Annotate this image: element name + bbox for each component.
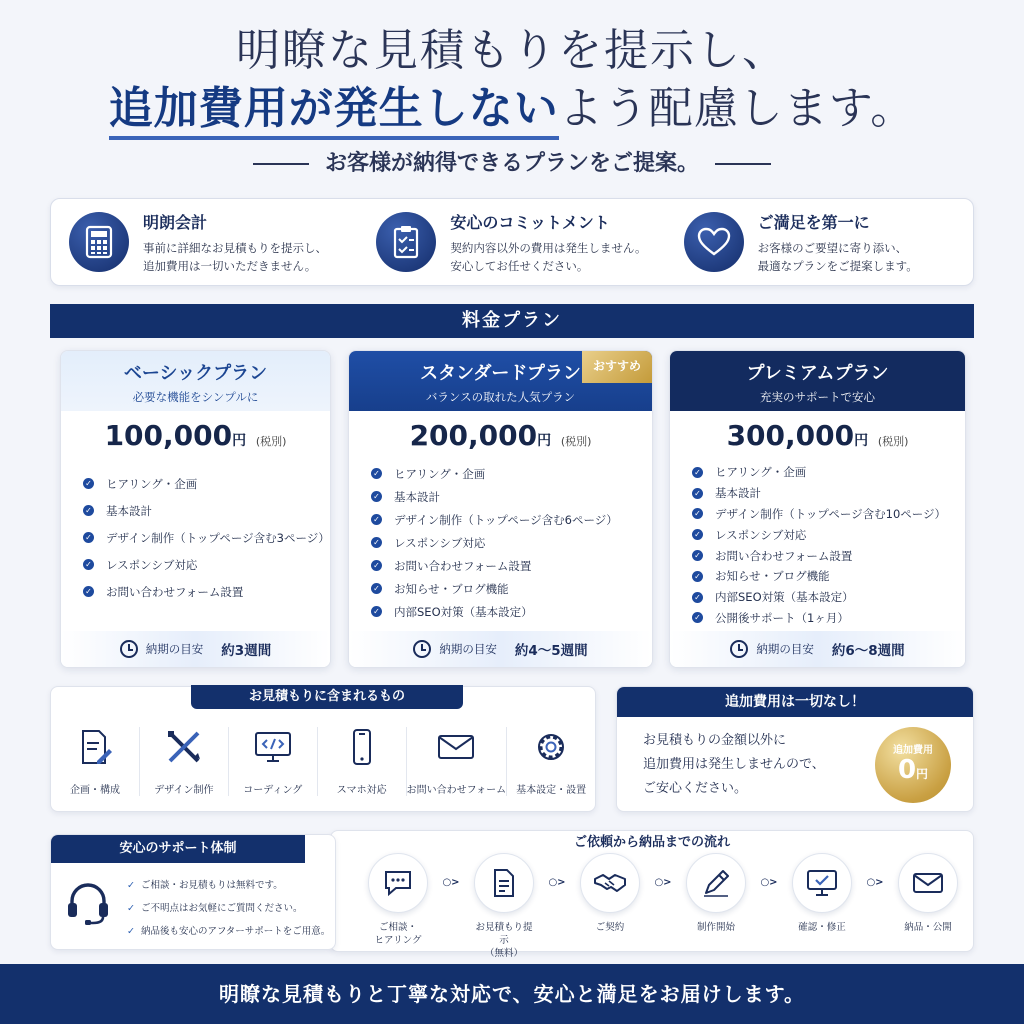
feature-desc-line1: 契約内容以外の費用は発生しません。 <box>450 240 647 255</box>
list-item <box>127 877 330 891</box>
list-item <box>371 531 652 554</box>
calculator-icon <box>69 212 129 272</box>
feature-panel <box>50 198 974 286</box>
plan-tagline: 充実のサポートで安心 <box>760 390 875 404</box>
list-item-text: レスポンシブ対応 <box>106 557 198 572</box>
included-label: コーディング <box>243 785 303 796</box>
list-item <box>83 551 330 578</box>
list-item-text: お問い合わせフォーム設置 <box>394 558 532 573</box>
flow-arrow: ○> <box>866 877 884 888</box>
check-icon: ✓ <box>692 529 703 540</box>
plan-name: ベーシックプラン <box>123 363 268 384</box>
included-label: スマホ対応 <box>336 785 387 796</box>
price-value: 200,000 <box>409 419 538 452</box>
list-item <box>692 545 965 566</box>
check-icon: ✓ <box>127 926 135 937</box>
check-icon: ✓ <box>83 532 94 543</box>
step-label-line: ご相談・ <box>378 922 417 933</box>
plan-header <box>61 351 330 411</box>
check-icon: ✓ <box>692 571 703 582</box>
check-icon: ✓ <box>371 606 382 617</box>
plan-name: スタンダードプラン <box>420 363 581 384</box>
headline-line2 <box>0 72 1024 136</box>
list-item <box>692 566 965 587</box>
flow-arrow: ○> <box>760 877 778 888</box>
pencil-icon <box>686 853 746 913</box>
step-label-line: ヒアリング <box>374 935 422 946</box>
check-icon: ✓ <box>692 508 703 519</box>
headline-line1: 明瞭な見積もりを提示し、 <box>236 25 788 76</box>
step-label-line: （無料） <box>484 948 523 959</box>
flow-arrow: ○> <box>548 877 566 888</box>
support-title: 安心のサポート体制 <box>51 835 305 863</box>
included-item <box>140 727 229 796</box>
monitor-code-icon <box>253 727 293 767</box>
price-yen: 円 <box>854 433 869 449</box>
list-item <box>692 504 965 525</box>
divider <box>715 163 771 165</box>
included-label: お問い合わせフォーム <box>406 785 507 796</box>
list-item-text: 公開後サポート（1ヶ月） <box>715 610 849 625</box>
headset-icon <box>65 881 111 927</box>
handshake-icon <box>580 853 640 913</box>
list-item <box>692 587 965 608</box>
check-icon: ✓ <box>371 560 382 571</box>
list-item-text: お知らせ・ブログ機能 <box>715 569 830 584</box>
clock-icon <box>413 640 431 658</box>
no-extra-cost-panel <box>616 686 974 812</box>
list-item <box>83 578 330 605</box>
list-item <box>371 485 652 508</box>
list-item <box>127 900 330 914</box>
list-item-text: 内部SEO対策（基本設定） <box>715 590 854 605</box>
step-label-line: 納品・公開 <box>904 922 952 933</box>
check-icon: ✓ <box>83 559 94 570</box>
feature-desc-line2: 最適なプランをご提案します。 <box>757 258 918 273</box>
plan-tagline: 必要な機能をシンプルに <box>132 390 259 404</box>
flow-arrow: ○> <box>442 877 460 888</box>
badge-unit: 円 <box>916 767 929 781</box>
check-icon: ✓ <box>83 505 94 516</box>
list-item-text: デザイン制作（トップページ含む6ページ） <box>394 512 618 527</box>
list-item-text: ヒアリング・企画 <box>106 476 198 491</box>
list-item <box>692 524 965 545</box>
included-label: 基本設定・設置 <box>516 785 587 796</box>
feature-desc-line1: 事前に詳細なお見積もりを提示し、 <box>143 240 327 255</box>
list-item <box>692 483 965 504</box>
check-icon: ✓ <box>692 488 703 499</box>
list-item <box>692 462 965 483</box>
step-label <box>789 921 855 934</box>
badge-value: 0 <box>897 755 917 785</box>
document-pen-icon <box>75 727 115 767</box>
plan-tagline: バランスの取れた人気プラン <box>425 390 576 404</box>
mail-icon <box>898 853 958 913</box>
flow-step <box>895 853 961 934</box>
delivery-duration: 約3週間 <box>221 643 272 659</box>
plan-name: プレミアムプラン <box>746 363 889 384</box>
plan-feature-list <box>349 462 652 623</box>
clipboard-check-icon <box>376 212 436 272</box>
list-item-text: レスポンシブ対応 <box>715 527 807 542</box>
list-item-text: 基本設計 <box>106 503 152 518</box>
delivery-label: 納期の目安 <box>439 642 497 656</box>
plan-header <box>670 351 965 411</box>
check-icon: ✓ <box>692 612 703 623</box>
included-item <box>51 727 140 796</box>
delivery-label: 納期の目安 <box>145 642 204 656</box>
price-yen: 円 <box>537 433 552 449</box>
flow-step <box>789 853 855 934</box>
monitor-check-icon <box>792 853 852 913</box>
zero-cost-badge <box>875 727 951 803</box>
badge-label: 追加費用 <box>893 745 933 756</box>
headline-emphasis: 追加費用が発生しない <box>109 83 559 140</box>
feature-desc-line1: お客様のご要望に寄り添い、 <box>757 240 908 255</box>
document-icon <box>474 853 534 913</box>
included-items <box>51 727 595 796</box>
list-item <box>83 497 330 524</box>
included-item <box>507 727 595 796</box>
plan-delivery <box>61 631 330 667</box>
feature-desc-line2: 安心してお任せください。 <box>450 258 589 273</box>
check-icon: ✓ <box>127 880 135 891</box>
plan-price <box>61 419 330 452</box>
list-item-text: お知らせ・ブログ機能 <box>394 581 509 596</box>
delivery-duration: 約4〜5週間 <box>514 643 588 659</box>
list-item-text: ご相談・お見積もりは無料です。 <box>140 880 283 891</box>
headline-rest: よう配慮します。 <box>558 83 916 134</box>
list-item-text: 基本設計 <box>715 486 761 501</box>
flow-steps <box>365 853 961 960</box>
delivery-label: 納期の目安 <box>756 642 814 656</box>
list-item-text: 基本設計 <box>394 489 440 504</box>
pricing-section-title: 料金プラン <box>50 304 974 338</box>
chat-bubble-icon <box>368 853 428 913</box>
no-extra-line: お見積もりの金額以外に <box>643 733 787 748</box>
recommended-badge: おすすめ <box>582 351 652 383</box>
check-icon: ✓ <box>692 467 703 478</box>
price-tax: (税別) <box>560 435 592 448</box>
clock-icon <box>730 640 748 658</box>
step-label <box>471 921 537 960</box>
plan-card-basic[interactable] <box>60 350 331 668</box>
list-item-text: お問い合わせフォーム設置 <box>106 584 244 599</box>
list-item-text: ご不明点はお気軽にご質問ください。 <box>140 903 303 914</box>
feature-item <box>358 199 665 285</box>
included-title: お見積もりに含まれるもの <box>191 685 463 709</box>
check-icon: ✓ <box>692 592 703 603</box>
list-item-text: 内部SEO対策（基本設定） <box>394 604 533 619</box>
flow-step <box>683 853 749 934</box>
flow-title: ご依頼から納品までの流れ <box>573 835 730 850</box>
flow-arrow: ○> <box>654 877 672 888</box>
step-label-line: ご契約 <box>595 922 625 933</box>
included-panel <box>50 686 596 812</box>
plan-delivery <box>349 631 652 667</box>
included-item <box>229 727 318 796</box>
check-icon: ✓ <box>127 903 135 914</box>
price-tax: (税別) <box>255 435 287 448</box>
check-icon: ✓ <box>83 478 94 489</box>
list-item <box>371 554 652 577</box>
plan-price <box>670 419 965 452</box>
check-icon: ✓ <box>371 514 382 525</box>
clock-icon <box>120 640 138 658</box>
footer-banner: 明瞭な見積もりと丁寧な対応で、安心と満足をお届けします。 <box>0 964 1024 1024</box>
check-icon: ✓ <box>371 583 382 594</box>
heart-icon <box>684 212 744 272</box>
included-label: 企画・構成 <box>69 785 120 796</box>
envelope-icon <box>436 727 476 767</box>
support-panel <box>50 834 336 950</box>
delivery-duration: 約6〜8週間 <box>831 643 905 659</box>
list-item <box>371 508 652 531</box>
list-item-text: 納品後も安心のアフターサポートをご用意。 <box>140 926 331 937</box>
plan-card-standard[interactable] <box>348 350 653 668</box>
list-item <box>83 470 330 497</box>
subtitle <box>0 146 1024 177</box>
no-extra-title: 追加費用は一切なし！ <box>617 687 973 717</box>
check-icon: ✓ <box>692 550 703 561</box>
feature-item <box>51 199 358 285</box>
no-extra-line: 追加費用は発生しませんので、 <box>643 757 825 772</box>
included-label: デザイン制作 <box>154 785 214 796</box>
subtitle-text: お客様が納得できるプランをご提案。 <box>324 151 699 176</box>
price-yen: 円 <box>232 433 247 449</box>
flow-step <box>365 853 431 947</box>
step-label <box>895 921 961 934</box>
list-item-text: ヒアリング・企画 <box>715 465 807 480</box>
plan-card-premium[interactable] <box>669 350 966 668</box>
step-label <box>365 921 431 947</box>
plan-price <box>349 419 652 452</box>
step-label <box>683 921 749 934</box>
list-item <box>371 600 652 623</box>
step-label-line: 制作開始 <box>696 922 735 933</box>
divider <box>253 163 309 165</box>
list-item-text: ヒアリング・企画 <box>394 466 486 481</box>
design-tools-icon <box>164 727 204 767</box>
list-item-text: レスポンシブ対応 <box>394 535 486 550</box>
step-label-line: お見積もり提示 <box>475 922 533 946</box>
feature-item <box>666 199 973 285</box>
feature-title: 明朗会計 <box>143 212 208 232</box>
step-label <box>577 921 643 934</box>
support-list <box>127 877 330 946</box>
flow-panel <box>330 830 974 959</box>
check-icon: ✓ <box>371 537 382 548</box>
price-value: 300,000 <box>726 419 855 452</box>
feature-desc-line2: 追加費用は一切いただきません。 <box>143 258 317 273</box>
list-item <box>127 923 330 937</box>
plan-feature-list <box>61 470 330 605</box>
check-icon: ✓ <box>371 491 382 502</box>
list-item <box>692 608 965 629</box>
list-item-text: デザイン制作（トップページ含む3ページ） <box>106 530 330 545</box>
flow-step <box>471 853 537 960</box>
included-item <box>318 727 407 796</box>
list-item-text: お問い合わせフォーム設置 <box>715 548 853 563</box>
badge-value-wrap <box>875 756 951 788</box>
list-item <box>371 462 652 485</box>
feature-title: ご満足を第一に <box>757 212 870 232</box>
no-extra-line: ご安心ください。 <box>643 781 748 796</box>
price-value: 100,000 <box>104 419 233 452</box>
list-item <box>83 524 330 551</box>
smartphone-icon <box>342 727 382 767</box>
feature-title: 安心のコミットメント <box>450 212 610 232</box>
check-icon: ✓ <box>83 586 94 597</box>
step-label-line: 確認・修正 <box>798 922 846 933</box>
gear-icon <box>531 727 571 767</box>
included-item <box>407 727 508 796</box>
no-extra-body <box>643 729 825 801</box>
list-item-text: デザイン制作（トップページ含む10ページ） <box>715 506 947 521</box>
price-tax: (税別) <box>877 435 909 448</box>
plan-feature-list <box>670 462 965 628</box>
plan-delivery <box>670 631 965 667</box>
flow-step <box>577 853 643 934</box>
list-item <box>371 577 652 600</box>
check-icon: ✓ <box>371 468 382 479</box>
